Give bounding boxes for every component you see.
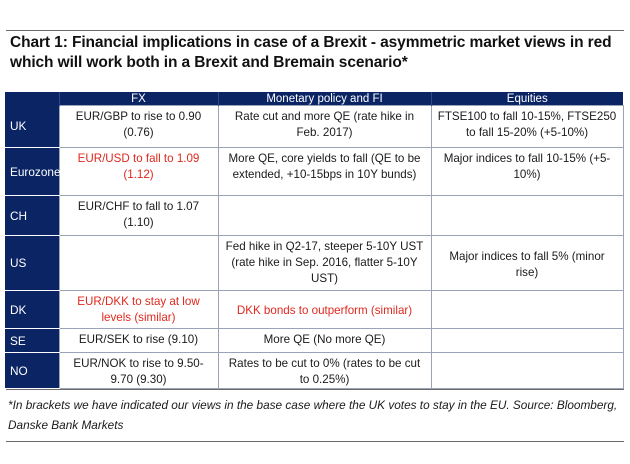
- table-row-dk: [5, 291, 623, 329]
- cell-se-monetary: More QE (No more QE): [218, 329, 431, 353]
- cell-dk-equities: [431, 291, 623, 329]
- cell-ch-fx: EUR/CHF to fall to 1.07 (1.10): [59, 196, 218, 236]
- end-divider: [6, 441, 624, 442]
- table-row-uk: [5, 106, 623, 148]
- cell-eurozone-equities: Major indices to fall 10-15% (+5-10%): [431, 148, 623, 196]
- cell-us-monetary: Fed hike in Q2-17, steeper 5-10Y UST (rate hike in Sep. 2016, flatter 5-10Y UST): [218, 236, 431, 291]
- cell-no-fx: EUR/NOK to rise to 9.50-9.70 (9.30): [59, 353, 218, 389]
- cell-eurozone-monetary: More QE, core yields to fall (QE to be extended, +10-15bps in 10Y bunds): [218, 148, 431, 196]
- row-label-eurozone: Eurozone: [5, 148, 59, 196]
- cell-se-fx: EUR/SEK to rise (9.10): [59, 329, 218, 353]
- table-row-us: [5, 236, 623, 291]
- cell-uk-equities: FTSE100 to fall 10-15%, FTSE250 to fall 15-20% (+5-10%): [431, 106, 623, 148]
- cell-us-fx: [59, 236, 218, 291]
- row-label-no: NO: [5, 353, 59, 389]
- chart-title: Chart 1: Financial implications in case of a Brexit - asymmetric market views in red which will work both in a Brexit and Bremain scenario*: [10, 34, 612, 71]
- table-row-ch: [5, 196, 623, 236]
- header-fx: FX: [59, 92, 218, 106]
- table-row-no: [5, 353, 623, 389]
- header-equities: Equities: [431, 92, 623, 106]
- cell-us-equities: Major indices to fall 5% (minor rise): [431, 236, 623, 291]
- implications-table: [5, 92, 624, 389]
- bottom-divider: [6, 389, 624, 390]
- cell-dk-monetary: DKK bonds to outperform (similar): [218, 291, 431, 329]
- footnote: *In brackets we have indicated our views in the base case where the UK votes to stay in the EU. Source: Bloomberg, Danske Bank Markets: [8, 398, 618, 432]
- header-corner: [5, 92, 59, 106]
- cell-ch-equities: [431, 196, 623, 236]
- row-label-dk: DK: [5, 291, 59, 329]
- cell-no-equities: [431, 353, 623, 389]
- cell-uk-monetary: Rate cut and more QE (rate hike in Feb. 2017): [218, 106, 431, 148]
- row-label-se: SE: [5, 329, 59, 353]
- top-divider: [6, 30, 624, 31]
- cell-uk-fx: EUR/GBP to rise to 0.90 (0.76): [59, 106, 218, 148]
- cell-no-monetary: Rates to be cut to 0% (rates to be cut to 0.25%): [218, 353, 431, 389]
- table-row-eurozone: [5, 148, 623, 196]
- header-row: [5, 92, 623, 106]
- cell-ch-monetary: [218, 196, 431, 236]
- cell-eurozone-fx: EUR/USD to fall to 1.09 (1.12): [59, 148, 218, 196]
- cell-se-equities: [431, 329, 623, 353]
- row-label-ch: CH: [5, 196, 59, 236]
- row-label-uk: UK: [5, 106, 59, 148]
- row-label-us: US: [5, 236, 59, 291]
- cell-dk-fx: EUR/DKK to stay at low levels (similar): [59, 291, 218, 329]
- table-row-se: [5, 329, 623, 353]
- header-monetary-policy: Monetary policy and FI: [218, 92, 431, 106]
